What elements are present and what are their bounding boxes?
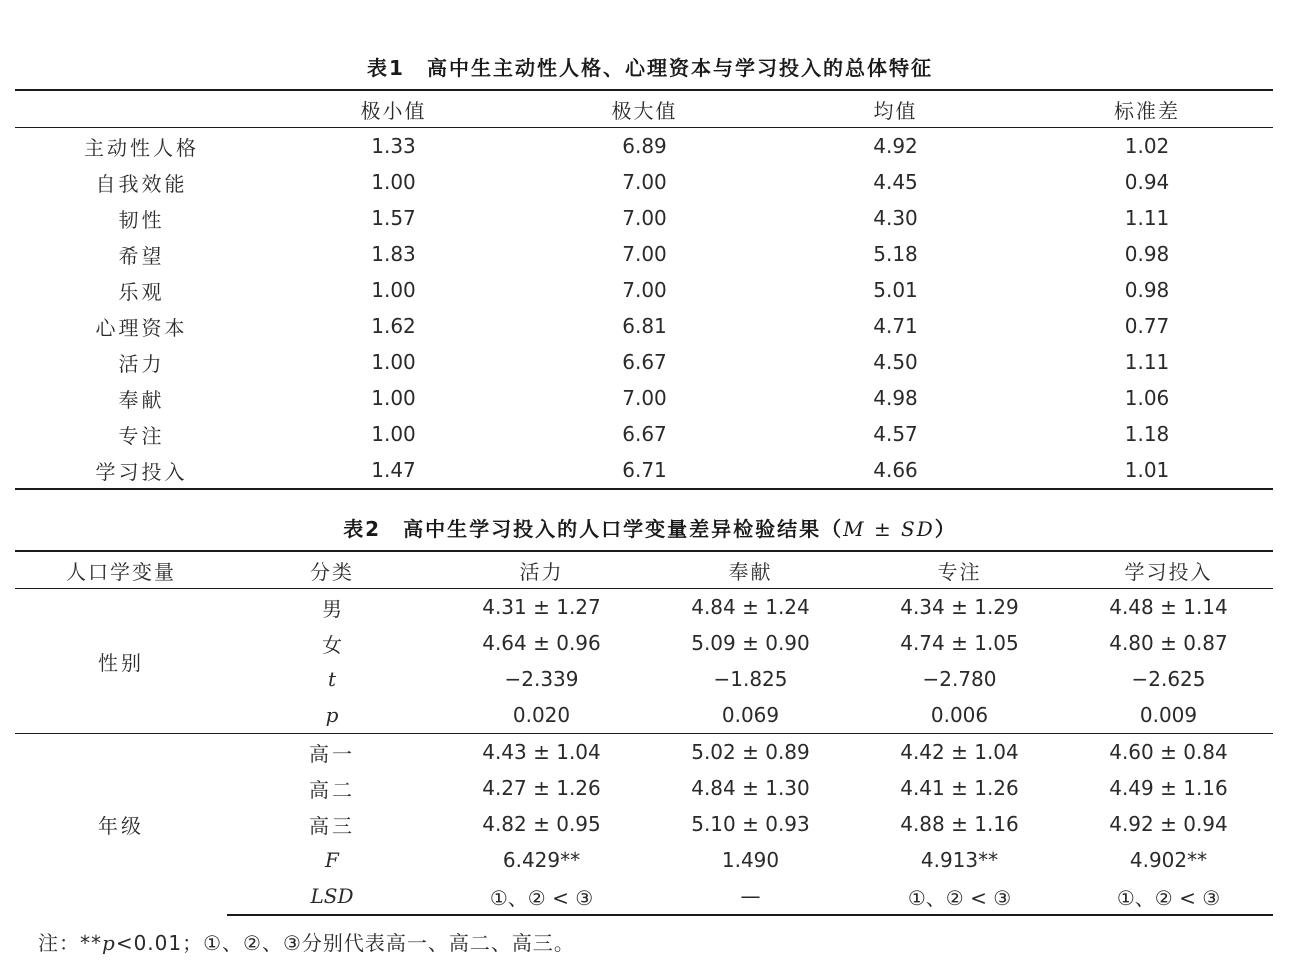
- cell-category: p: [325, 703, 339, 727]
- cell-mean: 4.66: [770, 452, 1021, 489]
- cell-engagement: 4.92 ± 0.94: [1109, 812, 1228, 836]
- cell-min: 1.83: [371, 242, 416, 266]
- table2-caption-prefix: 表2 高中生学习投入的人口学变量差异检验结果（: [343, 517, 844, 541]
- cell-dedication: −1.825: [713, 667, 788, 691]
- table-row: [15, 416, 1273, 452]
- table2-caption: [0, 513, 1300, 542]
- cell-min: 1.00: [371, 170, 416, 194]
- table2: [15, 550, 1273, 916]
- cell-dedication: 4.84 ± 1.30: [691, 776, 810, 800]
- cell-absorption: 4.41 ± 1.26: [900, 776, 1019, 800]
- row-label: 奉献: [118, 387, 165, 412]
- cell-min: 1.62: [371, 314, 416, 338]
- row-label: 韧性: [118, 207, 165, 232]
- row-label: 专注: [118, 423, 165, 448]
- cell-max: 7.00: [622, 170, 667, 194]
- cell-engagement: 4.60 ± 0.84: [1064, 734, 1273, 771]
- table1: [15, 89, 1273, 490]
- cell-sd: 1.01: [1021, 452, 1273, 489]
- cell-mean: 4.98: [873, 386, 918, 410]
- table-row: [15, 128, 1273, 165]
- cell-engagement: −2.625: [1131, 667, 1206, 691]
- cell-dedication: 5.02 ± 0.89: [646, 734, 855, 771]
- note-suffix: <0.01；①、②、③分别代表高一、高二、高三。: [115, 931, 575, 955]
- cell-sd: 1.11: [1124, 206, 1170, 230]
- cell-min: 1.00: [371, 386, 416, 410]
- cell-max: 6.89: [622, 134, 667, 158]
- cell-min: 1.00: [371, 350, 416, 374]
- table1-header-blank: [15, 90, 268, 128]
- cell-vigor: 4.43 ± 1.04: [437, 734, 646, 771]
- table2-caption-suffix: ）: [934, 517, 957, 541]
- note-p: p: [102, 931, 116, 955]
- row-label: 主动性人格: [84, 135, 199, 160]
- cell-mean: 4.30: [873, 206, 918, 230]
- row-label: 学习投入: [15, 452, 268, 489]
- group-label-gender: 性别: [98, 650, 144, 675]
- note-prefix: 注：**: [38, 931, 102, 955]
- cell-sd: 0.94: [1124, 170, 1170, 194]
- table2-header-vigor: 活力: [437, 551, 646, 589]
- cell-mean: 4.57: [873, 422, 918, 446]
- cell-category: 女: [322, 632, 342, 657]
- cell-category: F: [325, 848, 339, 872]
- cell-absorption: 4.88 ± 1.16: [900, 812, 1019, 836]
- table-row: [15, 589, 1273, 626]
- table1-header-mean: 均值: [770, 90, 1021, 128]
- cell-vigor: 4.82 ± 0.95: [482, 812, 601, 836]
- table-row: [15, 200, 1273, 236]
- table-row: [15, 452, 1273, 489]
- cell-max: 7.00: [622, 386, 667, 410]
- cell-engagement: 4.48 ± 1.14: [1109, 595, 1228, 619]
- row-label: 心理资本: [95, 315, 188, 340]
- cell-category: 高二: [309, 777, 355, 802]
- cell-sd: 1.06: [1124, 386, 1170, 410]
- cell-absorption: −2.780: [922, 667, 997, 691]
- cell-category: 男: [322, 596, 342, 621]
- row-label: 乐观: [118, 279, 165, 304]
- cell-sd: 1.11: [1124, 350, 1170, 374]
- cell-dedication: 4.84 ± 1.24: [691, 595, 810, 619]
- cell-min: 1.33: [371, 134, 416, 158]
- cell-mean: 4.71: [873, 314, 918, 338]
- table-row: [15, 236, 1273, 272]
- cell-dedication: 5.10 ± 0.93: [691, 812, 810, 836]
- cell-absorption: 0.006: [930, 703, 989, 727]
- cell-max: 7.00: [622, 206, 667, 230]
- cell-min: 1.00: [371, 278, 416, 302]
- cell-vigor: −2.339: [504, 667, 579, 691]
- row-label: 活力: [118, 351, 165, 376]
- cell-vigor: 4.64 ± 0.96: [482, 631, 601, 655]
- table2-caption-math: M ± SD: [843, 517, 935, 541]
- cell-category: 高一: [227, 734, 437, 771]
- cell-category: LSD: [227, 878, 437, 915]
- table-row: [15, 308, 1273, 344]
- cell-absorption: ①、② < ③: [855, 878, 1064, 915]
- table2-header-category: 分类: [227, 551, 437, 589]
- cell-max: 7.00: [622, 278, 667, 302]
- group-label-grade: 年级: [15, 734, 227, 916]
- cell-category: t: [327, 667, 337, 691]
- cell-engagement: ①、② < ③: [1064, 878, 1273, 915]
- table2-header-engagement: 学习投入: [1064, 551, 1273, 589]
- table-row: [15, 164, 1273, 200]
- table-row: [15, 380, 1273, 416]
- cell-dedication: —: [646, 878, 855, 915]
- table-row: [15, 734, 1273, 771]
- cell-min: 1.47: [268, 452, 519, 489]
- cell-engagement: 4.80 ± 0.87: [1109, 631, 1228, 655]
- cell-absorption: 4.74 ± 1.05: [900, 631, 1019, 655]
- cell-min: 1.57: [371, 206, 416, 230]
- cell-absorption: 4.42 ± 1.04: [855, 734, 1064, 771]
- cell-max: 6.81: [622, 314, 667, 338]
- cell-absorption: 4.913**: [920, 848, 999, 872]
- cell-dedication: 0.069: [721, 703, 780, 727]
- cell-engagement: 4.49 ± 1.16: [1109, 776, 1228, 800]
- cell-sd: 0.77: [1124, 314, 1170, 338]
- cell-dedication: 5.09 ± 0.90: [691, 631, 810, 655]
- cell-mean: 4.50: [873, 350, 918, 374]
- cell-sd: 1.18: [1124, 422, 1170, 446]
- table2-header-variable: 人口学变量: [15, 551, 227, 589]
- table2-header-dedication: 奉献: [646, 551, 855, 589]
- cell-engagement: 0.009: [1139, 703, 1198, 727]
- cell-sd: 0.98: [1124, 278, 1170, 302]
- cell-max: 7.00: [622, 242, 667, 266]
- cell-min: 1.00: [371, 422, 416, 446]
- cell-max: 6.67: [622, 350, 667, 374]
- table1-caption: 表1 高中生主动性人格、心理资本与学习投入的总体特征: [367, 56, 933, 80]
- table1-header-min: 极小值: [268, 90, 519, 128]
- cell-vigor: ①、② < ③: [437, 878, 646, 915]
- cell-mean: 5.18: [873, 242, 918, 266]
- cell-mean: 5.01: [873, 278, 918, 302]
- cell-sd: 1.02: [1124, 134, 1170, 158]
- table-row: [15, 344, 1273, 380]
- cell-mean: 4.92: [873, 134, 918, 158]
- table1-header-max: 极大值: [519, 90, 770, 128]
- table2-header-absorption: 专注: [855, 551, 1064, 589]
- table-note: [38, 927, 575, 956]
- cell-category: 高三: [309, 813, 355, 838]
- row-label: 希望: [118, 243, 165, 268]
- cell-max: 6.67: [622, 422, 667, 446]
- table1-header-sd: 标准差: [1021, 90, 1273, 128]
- cell-vigor: 4.31 ± 1.27: [482, 595, 601, 619]
- cell-vigor: 0.020: [512, 703, 571, 727]
- cell-mean: 4.45: [873, 170, 918, 194]
- cell-vigor: 4.27 ± 1.26: [482, 776, 601, 800]
- cell-engagement: 4.902**: [1129, 848, 1208, 872]
- table-row: [15, 272, 1273, 308]
- cell-dedication: 1.490: [721, 848, 780, 872]
- cell-sd: 0.98: [1124, 242, 1170, 266]
- cell-vigor: 6.429**: [502, 848, 581, 872]
- cell-max: 6.71: [519, 452, 770, 489]
- row-label: 自我效能: [95, 171, 188, 196]
- cell-absorption: 4.34 ± 1.29: [900, 595, 1019, 619]
